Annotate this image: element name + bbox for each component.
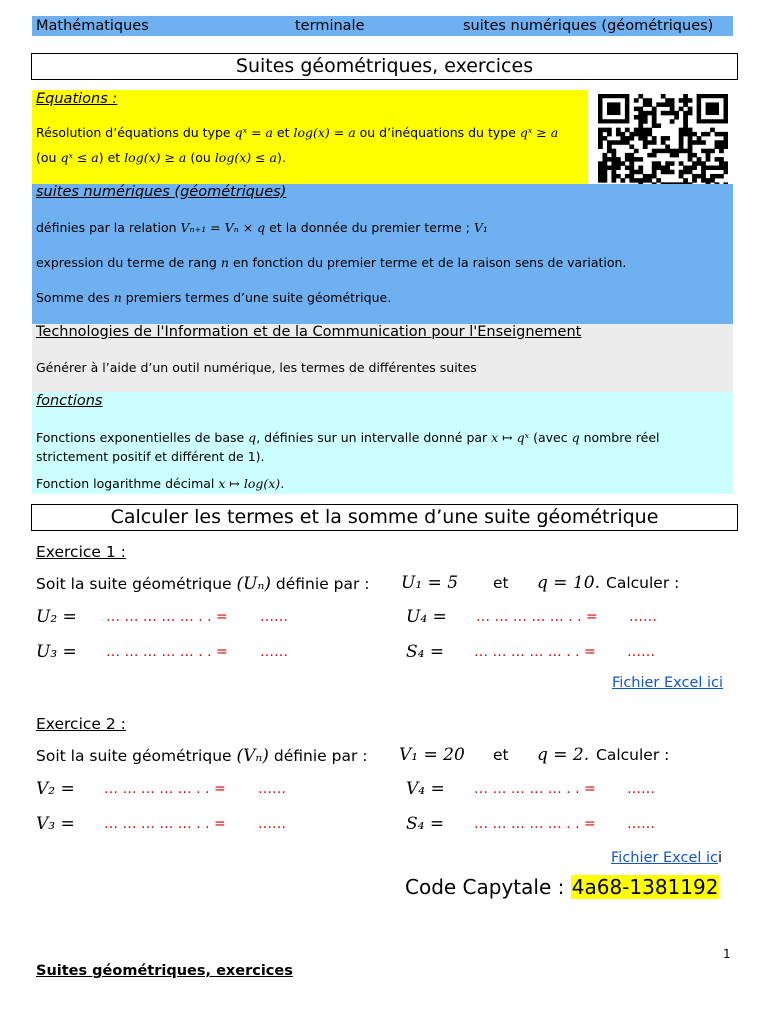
- tice-line1: Générer à l’aide d’un outil numérique, les termes de différentes suites: [36, 360, 477, 375]
- section-title: Calculer les termes et la somme d’une suite géométrique: [31, 504, 738, 531]
- exercise1-row1-right: U₄ =: [406, 607, 447, 627]
- footer-title: Suites géométriques, exercices: [36, 963, 293, 979]
- exercise1-row1-answer[interactable]: ……: [260, 609, 288, 625]
- exercise1-label: Exercice 1 :: [36, 543, 126, 561]
- equations-heading: Equations :: [36, 91, 118, 107]
- fonctions-line2: strictement positif et différent de 1).: [36, 449, 265, 464]
- fonctions-heading: fonctions: [36, 393, 103, 409]
- capytale-label: Code Capytale :: [405, 875, 565, 899]
- exercise2-row1-dots-right: … … … … … . . =: [474, 781, 596, 797]
- exercise2-row1-dots: … … … … … . . =: [104, 781, 226, 797]
- exercise2-link-tail: i: [718, 850, 723, 866]
- exercise2-row2-answer-right[interactable]: ……: [627, 816, 655, 832]
- tice-heading: Technologies de l'Information et de la Communication pour l'Enseignement: [36, 324, 582, 340]
- page-number: 1: [723, 947, 731, 961]
- exercise2-excel-link-wrapper: [611, 847, 722, 866]
- exercise1-intro: Soit la suite géométrique (Uₙ) définie par :: [36, 574, 370, 594]
- suites-line3: Somme des n premiers termes d’une suite géométrique.: [36, 290, 392, 305]
- exercise1-given-u1: U₁ = 5: [401, 573, 459, 593]
- fonctions-line1: Fonctions exponentielles de base q, définies sur un intervalle donné par x ↦ qˣ (avec q nombre réel: [36, 430, 660, 445]
- exercise1-row1-left: U₂ =: [36, 607, 77, 627]
- exercise1-et: et: [493, 574, 509, 592]
- exercise1-row2-left: U₃ =: [36, 642, 77, 662]
- exercise1-row2-answer-right[interactable]: ……: [627, 644, 655, 660]
- suites-line2: expression du terme de rang n en fonction du premier terme et de la raison sens de variation.: [36, 255, 627, 270]
- capytale-line: [405, 875, 719, 899]
- exercise1-row1-dots: … … … … … . . =: [106, 609, 228, 625]
- exercise2-row2-left: V₃ =: [36, 814, 75, 834]
- exercise2-row1-left: V₂ =: [36, 779, 75, 799]
- suites-heading: suites numériques (géométriques): [36, 184, 287, 200]
- exercise2-row2-dots: … … … … … . . =: [104, 816, 226, 832]
- equations-line1: Résolution d’équations du type qˣ = a et log(x) = a ou d’inéquations du type qˣ ≥ a: [36, 125, 559, 140]
- exercise2-row2-right: S₄ =: [406, 814, 445, 834]
- fonctions-line3: Fonction logarithme décimal x ↦ log(x).: [36, 476, 285, 491]
- exercise2-row2-dots-right: … … … … … . . =: [474, 816, 596, 832]
- exercise2-label: Exercice 2 :: [36, 715, 126, 733]
- exercise1-row2-dots: … … … … … . . =: [106, 644, 228, 660]
- page-title: Suites géométriques, exercices: [31, 53, 738, 80]
- exercise2-excel-link[interactable]: Fichier Excel ic: [611, 850, 719, 866]
- exercise2-calc: Calculer :: [596, 746, 670, 764]
- exercise1-row2-dots-right: … … … … … . . =: [474, 644, 596, 660]
- section-fonctions: [32, 392, 733, 494]
- exercise2-et: et: [493, 746, 509, 764]
- section-suites: [32, 184, 733, 324]
- exercise2-given-v1: V₁ = 20: [399, 745, 465, 765]
- exercise1-row1-dots-right: … … … … … . . =: [476, 609, 598, 625]
- equations-line2: (ou qˣ ≤ a) et log(x) ≥ a (ou log(x) ≤ a).: [36, 150, 286, 165]
- header-subject: Mathématiques: [36, 18, 149, 34]
- section-equations: [32, 90, 588, 184]
- header-level: terminale: [295, 18, 365, 34]
- exercise1-row1-answer-right[interactable]: ……: [629, 609, 657, 625]
- exercise1-calc: Calculer :: [606, 574, 680, 592]
- exercise2-row1-answer-right[interactable]: ……: [627, 781, 655, 797]
- header-bar: [32, 16, 733, 36]
- header-topic: suites numériques (géométriques): [463, 18, 714, 34]
- exercise1-excel-link[interactable]: Fichier Excel ici: [612, 675, 724, 691]
- section-tice: [32, 324, 733, 392]
- exercise1-row2-right: S₄ =: [406, 642, 445, 662]
- capytale-code[interactable]: 4a68-1381192: [571, 875, 719, 899]
- suites-line1: définies par la relation Vₙ₊₁ = Vₙ × q et la donnée du premier terme ; V₁: [36, 220, 488, 235]
- exercise2-row2-answer[interactable]: ……: [258, 816, 286, 832]
- exercise1-row2-answer[interactable]: ……: [260, 644, 288, 660]
- exercise2-given-q: q = 2.: [537, 745, 590, 765]
- exercise2-row1-answer[interactable]: ……: [258, 781, 286, 797]
- exercise2-row1-right: V₄ =: [406, 779, 445, 799]
- exercise2-intro: Soit la suite géométrique (Vₙ) définie par :: [36, 746, 368, 766]
- exercise1-given-q: q = 10.: [537, 573, 600, 593]
